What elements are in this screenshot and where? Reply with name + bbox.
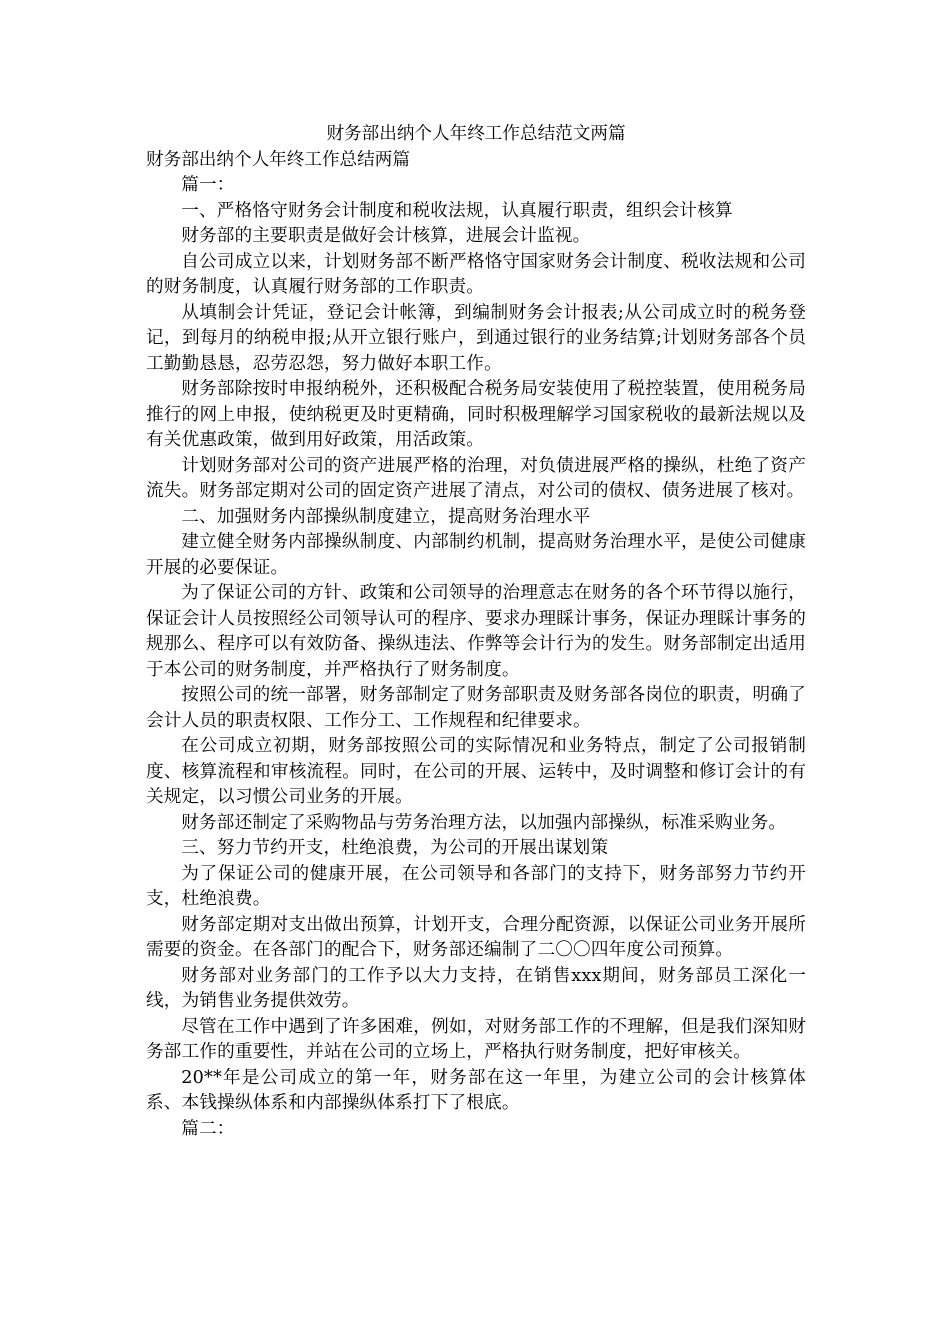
document-subtitle: 财务部出纳个人年终工作总结两篇 xyxy=(146,149,410,170)
document-title: 财务部出纳个人年终工作总结范文两篇 xyxy=(326,124,626,144)
body-paragraph: 财务部对业务部门的工作予以大力支持，在销售xxx期间，财务部员工深化一线，为销售业务提供效劳。 xyxy=(146,965,806,1011)
body-paragraph: 财务部除按时申报纳税外，还积极配合税务局安装使用了税控装置，使用税务局推行的网上申报，使纳税更及时更精确，同时积极理解学习国家税收的最新法规以及有关优惠政策，做到用好政策，用活政策。 xyxy=(146,379,806,450)
section-heading-3: 三、努力节约开支，杜绝浪费，为公司的开展出谋划策 xyxy=(181,838,609,858)
document-page xyxy=(146,122,806,1142)
document-body xyxy=(146,173,806,1142)
body-paragraph: 建立健全财务内部操纵制度、内部制约机制，提高财务治理水平，是使公司健康开展的必要保证。 xyxy=(146,532,806,578)
body-paragraph: 从填制会计凭证，登记会计帐簿，到编制财务会计报表;从公司成立时的税务登记，到每月的纳税申报;从开立银行账户，到通过银行的业务结算;计划财务部各个员工勤勤恳恳，忍劳忍怨，努力做好本职工作。 xyxy=(146,302,806,374)
body-paragraph: 在公司成立初期，财务部按照公司的实际情况和业务特点，制定了公司报销制度、核算流程和审核流程。同时，在公司的开展、运转中，及时调整和修订会计的有关规定，以习惯公司业务的开展。 xyxy=(146,736,806,807)
body-paragraph: 按照公司的统一部署，财务部制定了财务部职责及财务部各岗位的职责，明确了会计人员的职责权限、工作分工、工作规程和纪律要求。 xyxy=(146,685,806,731)
body-paragraph: 财务部还制定了采购物品与劳务治理方法，以加强内部操纵，标准采购业务。 xyxy=(181,812,787,833)
section-label-part-two: 篇二： xyxy=(181,1118,235,1139)
body-paragraph: 自公司成立以来，计划财务部不断严格恪守国家财务会计制度、税收法规和公司的财务制度，认真履行财务部的工作职责。 xyxy=(146,251,806,297)
body-paragraph: 尽管在工作中遇到了许多困难，例如，对财务部工作的不理解，但是我们深知财务部工作的重要性，并站在公司的立场上，严格执行财务制度，把好审核关。 xyxy=(146,1016,806,1062)
body-paragraph: 为了保证公司的健康开展，在公司领导和各部门的支持下，财务部努力节约开支，杜绝浪费。 xyxy=(146,863,806,909)
body-paragraph: 财务部定期对支出做出预算，计划开支，合理分配资源，以保证公司业务开展所需要的资金。在各部门的配合下，财务部还编制了二〇〇四年度公司预算。 xyxy=(146,914,806,960)
body-paragraph: 20**年是公司成立的第一年，财务部在这一年里，为建立公司的会计核算体系、本钱操纵体系和内部操纵体系打下了根底。 xyxy=(146,1067,806,1113)
section-heading-1: 一、严格恪守财务会计制度和税收法规，认真履行职责，组织会计核算 xyxy=(181,200,733,221)
section-label-part-one: 篇一： xyxy=(181,175,235,195)
body-paragraph: 财务部的主要职责是做好会计核算，进展会计监视。 xyxy=(181,226,591,246)
body-paragraph: 为了保证公司的方针、政策和公司领导的治理意志在财务的各个环节得以施行，保证会计人员按照经公司领导认可的程序、要求办理睬计事务，保证办理睬计事务的规那么、程序可以有效防备、操纵违法、作弊等会计行为的发生。财务部制定出适用于本公司的财务制度，并严格执行了财务制度。 xyxy=(146,583,806,680)
section-heading-2: 二、加强财务内部操纵制度建立，提高财务治理水平 xyxy=(181,506,591,527)
body-paragraph: 计划财务部对公司的资产进展严格的治理，对负债进展严格的操纵，杜绝了资产流失。财务部定期对公司的固定资产进展了清点，对公司的债权、债务进展了核对。 xyxy=(146,455,806,501)
